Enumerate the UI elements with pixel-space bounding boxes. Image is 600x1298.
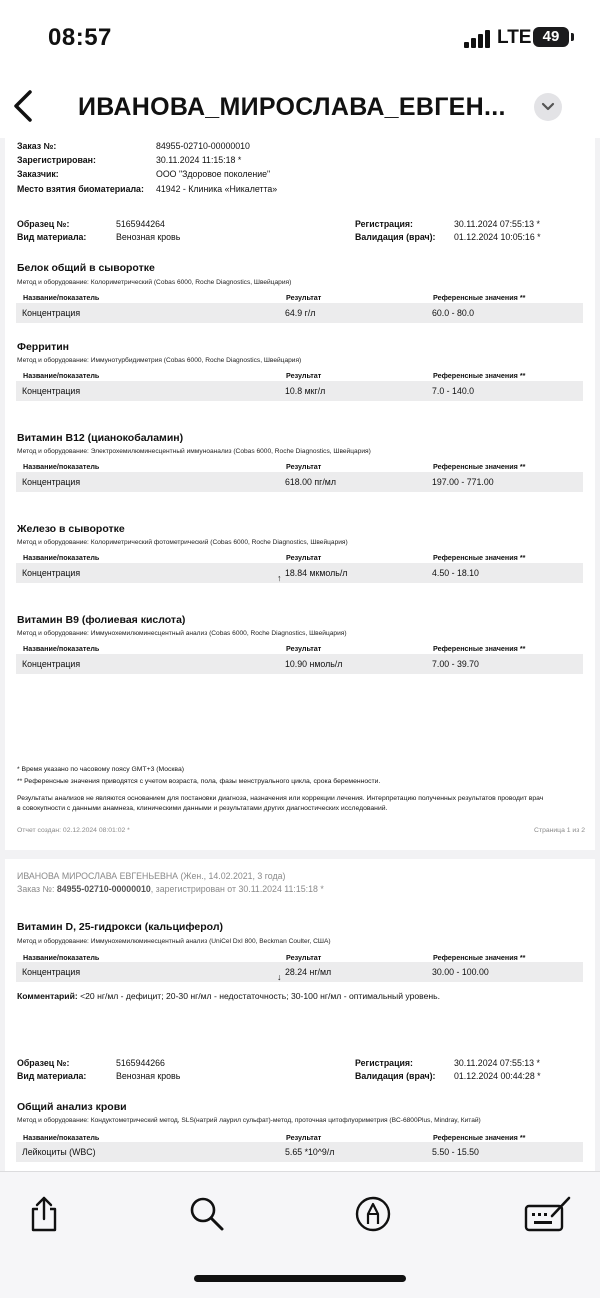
chevron-down-icon: [534, 93, 562, 121]
col-result-header: Результат: [286, 1133, 322, 1142]
row-result: 618.00 пг/мл: [285, 477, 336, 487]
share-icon[interactable]: [24, 1194, 64, 1234]
client-value: ООО "Здоровое поколение": [156, 169, 271, 179]
sample-value: 5165944264: [116, 219, 165, 229]
row-name: Концентрация: [22, 477, 81, 487]
test-method: Метод и оборудование: Иммунотурбидиметрия (Cobas 6000, Roche Diagnostics, Швейцария): [17, 357, 302, 364]
table-row: [16, 1142, 583, 1162]
table-row: [16, 654, 583, 674]
row-name: Концентрация: [22, 386, 81, 396]
search-icon[interactable]: [186, 1194, 226, 1234]
footnote-reference: ** Референсные значения приводятся с учетом возраста, пола, фазы менструального цикла, срока беременности.: [17, 778, 381, 785]
page-number: Страница 1 из 2: [534, 827, 585, 834]
order-line: [17, 884, 324, 894]
row-ref: 4.50 - 18.10: [432, 568, 479, 578]
pdf-page-1: [5, 138, 595, 850]
sample-value: 5165944266: [116, 1058, 165, 1068]
row-result-value: 18.84 мкмоль/л: [285, 568, 348, 578]
order-line-number: 84955-02710-00000010: [56, 884, 151, 894]
col-result-header: Результат: [286, 953, 322, 962]
validation-value: 01.12.2024 00:44:28 *: [454, 1071, 541, 1081]
status-bar: [0, 0, 600, 76]
sample-label: Образец №:: [17, 219, 70, 229]
row-result: 5.65 *10^9/л: [285, 1147, 335, 1157]
test-title: Витамин B9 (фолиевая кислота): [17, 614, 186, 626]
nav-bar: [0, 76, 600, 138]
material-label: Вид материала:: [17, 1071, 87, 1081]
test-method: Метод и оборудование: Электрохемилюминесцентный иммуноанализ (Cobas 6000, Roche Diagnostics, Швейцария): [17, 448, 371, 455]
home-indicator[interactable]: [194, 1275, 406, 1282]
collection-place-label: Место взятия биоматериала:: [17, 184, 144, 194]
col-result-header: Результат: [286, 644, 322, 653]
row-ref: 7.00 - 39.70: [432, 659, 479, 669]
col-name-header: Название/показатель: [23, 462, 100, 471]
test-title: Железо в сыворотке: [17, 523, 125, 535]
table-row: [16, 962, 583, 982]
row-name: Концентрация: [22, 967, 81, 977]
keyboard-edit-icon[interactable]: [524, 1194, 572, 1234]
row-ref: 60.0 - 80.0: [432, 308, 475, 318]
row-ref: 30.00 - 100.00: [432, 967, 489, 977]
material-value: Венозная кровь: [116, 232, 181, 242]
row-result: 10.8 мкг/л: [285, 386, 326, 396]
sample-label: Образец №:: [17, 1058, 70, 1068]
row-ref: 7.0 - 140.0: [432, 386, 475, 396]
material-value: Венозная кровь: [116, 1071, 181, 1081]
battery-icon: 49: [533, 27, 569, 47]
row-result: 64.9 г/л: [285, 308, 316, 318]
col-name-header: Название/показатель: [23, 953, 100, 962]
validation-label: Валидация (врач):: [355, 232, 436, 242]
test-method: Метод и оборудование: Колориметрический (Cobas 6000, Roche Diagnostics, Швейцария): [17, 279, 292, 286]
col-ref-header: Референсные значения **: [433, 371, 526, 380]
table-row: [16, 472, 583, 492]
collection-place-value: 41942 - Клиника «Никалетта»: [156, 184, 278, 194]
network-label: LTE: [497, 27, 532, 48]
document-title[interactable]: ИВАНОВА_МИРОСЛАВА_ЕВГЕН...: [78, 93, 506, 121]
test-title: Общий анализ крови: [17, 1101, 127, 1113]
table-row: [16, 381, 583, 401]
order-value: 84955-02710-00000010: [156, 141, 250, 151]
material-label: Вид материала:: [17, 232, 87, 242]
row-name: Концентрация: [22, 308, 81, 318]
col-result-header: Результат: [286, 371, 322, 380]
col-ref-header: Референсные значения **: [433, 953, 526, 962]
test-method: Метод и оборудование: Кондуктометрический метод, SLS(натрий лаурил сульфат)-метод, проточная цитофлуориметрия (BC-6800Plus, Mindray, Китай): [17, 1117, 481, 1124]
row-name: Концентрация: [22, 568, 81, 578]
bottom-toolbar: [0, 1171, 600, 1298]
arrow-down-icon: ↓: [277, 972, 282, 982]
chevron-left-icon[interactable]: [10, 88, 40, 124]
row-result-value: 28.24 нг/мл: [285, 967, 332, 977]
col-result-header: Результат: [286, 462, 322, 471]
signal-icon: [464, 30, 492, 48]
test-title: Ферритин: [17, 341, 70, 353]
test-title: Витамин D, 25-гидрокси (кальциферол): [17, 921, 223, 933]
order-label: Заказ №:: [17, 141, 57, 151]
comment-label: Комментарий:: [17, 991, 78, 1001]
order-line-prefix: Заказ №:: [17, 884, 57, 894]
title-menu-button[interactable]: [534, 93, 562, 121]
order-line-suffix: , зарегистрирован от 30.11.2024 11:15:18 *: [150, 884, 324, 894]
test-title: Белок общий в сыворотке: [17, 262, 155, 274]
pdf-page-2: [5, 859, 595, 1171]
comment: [17, 991, 440, 1001]
report-created: Отчет создан: 02.12.2024 08:01:02 *: [17, 827, 130, 834]
test-method: Метод и оборудование: Иммунохемилюминесцентный анализ (Cobas 6000, Roche Diagnostics, Швейцария): [17, 630, 347, 637]
col-result-header: Результат: [286, 293, 322, 302]
markup-icon[interactable]: [353, 1194, 393, 1234]
col-name-header: Название/показатель: [23, 293, 100, 302]
registration-label: Регистрация:: [355, 219, 413, 229]
col-ref-header: Референсные значения **: [433, 293, 526, 302]
row-name: Лейкоциты (WBC): [22, 1147, 96, 1157]
registered-label: Зарегистрирован:: [17, 155, 96, 165]
row-result: [277, 568, 348, 583]
registration-value: 30.11.2024 07:55:13 *: [454, 219, 540, 229]
footnote-time: * Время указано по часовому поясу GMT+3 (Москва): [17, 766, 184, 773]
row-result: [277, 967, 332, 982]
validation-label: Валидация (врач):: [355, 1071, 436, 1081]
test-title: Витамин B12 (цианокобаламин): [17, 432, 184, 444]
col-ref-header: Референсные значения **: [433, 644, 526, 653]
row-name: Концентрация: [22, 659, 81, 669]
test-method: Метод и оборудование: Иммунохемилюминесцентный анализ (UniCel DxI 800, Beckman Coulter, США): [17, 938, 331, 945]
col-name-header: Название/показатель: [23, 644, 100, 653]
row-ref: 5.50 - 15.50: [432, 1147, 479, 1157]
col-ref-header: Референсные значения **: [433, 1133, 526, 1142]
registration-value: 30.11.2024 07:55:13 *: [454, 1058, 540, 1068]
row-result: 10.90 нмоль/л: [285, 659, 343, 669]
registration-label: Регистрация:: [355, 1058, 413, 1068]
table-row: [16, 563, 583, 583]
registered-value: 30.11.2024 11:15:18 *: [156, 155, 242, 165]
table-row: [16, 303, 583, 323]
disclaimer-line-2: в совокупности с данными анамнеза, клиническими данными и результатами других диагностических исследований.: [17, 805, 388, 812]
clock: 08:57: [48, 24, 112, 51]
arrow-up-icon: ↑: [277, 573, 282, 583]
client-label: Заказчик:: [17, 169, 59, 179]
disclaimer-line-1: Результаты анализов не являются основанием для постановки диагноза, назначения или коррекции лечения. Интерпретацию полученных результатов проводит врач: [17, 795, 544, 802]
col-ref-header: Референсные значения **: [433, 462, 526, 471]
row-ref: 197.00 - 771.00: [432, 477, 494, 487]
col-result-header: Результат: [286, 553, 322, 562]
test-method: Метод и оборудование: Колориметрический фотометрический (Cobas 6000, Roche Diagnostics, Швейцария): [17, 539, 348, 546]
validation-value: 01.12.2024 10:05:16 *: [454, 232, 541, 242]
comment-text: <20 нг/мл - дефицит; 20-30 нг/мл - недостаточность; 30-100 нг/мл - оптимальный уровень.: [77, 991, 441, 1001]
col-name-header: Название/показатель: [23, 1133, 100, 1142]
col-name-header: Название/показатель: [23, 553, 100, 562]
col-name-header: Название/показатель: [23, 371, 100, 380]
col-ref-header: Референсные значения **: [433, 553, 526, 562]
patient-info: ИВАНОВА МИРОСЛАВА ЕВГЕНЬЕВНА (Жен., 14.02.2021, 3 года): [17, 871, 286, 881]
